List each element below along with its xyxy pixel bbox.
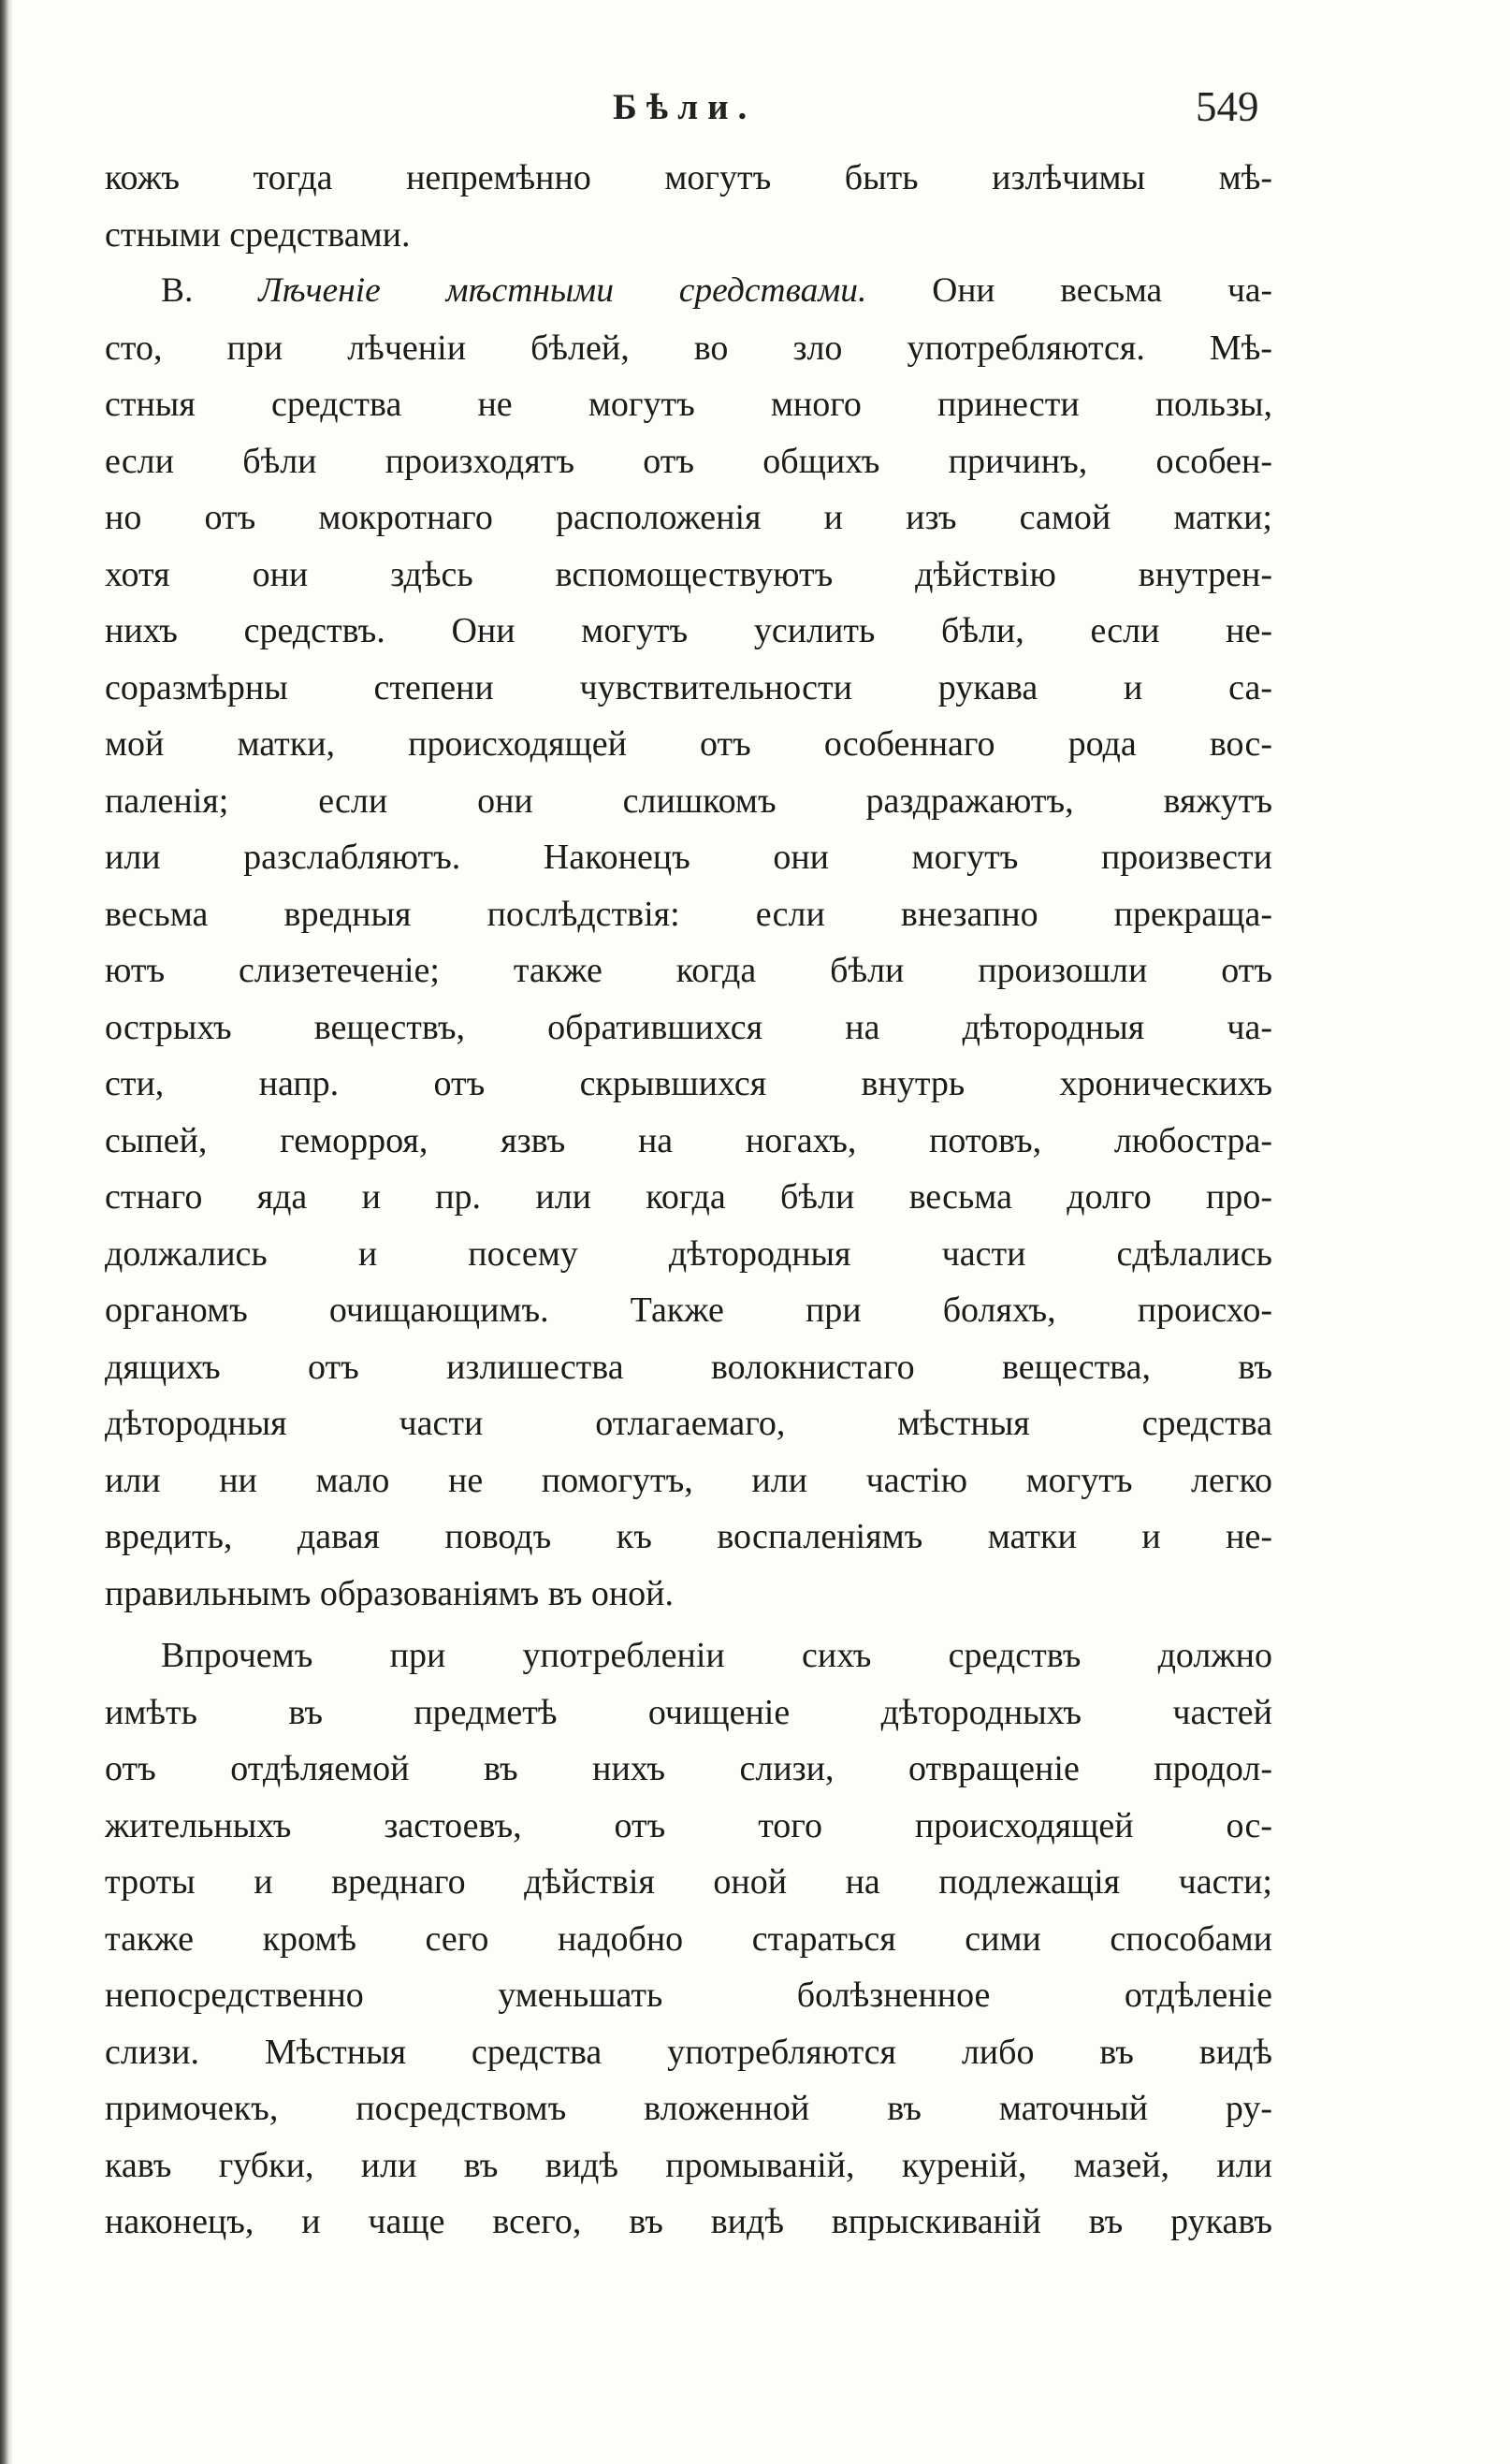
text-line: острыхъ веществъ, обратившихся на дѣтородныя ча-	[105, 1007, 1272, 1047]
text-line: дящихъ отъ излишества волокнистаго вещества, въ	[105, 1347, 1272, 1387]
text-line: должались и посему дѣтородныя части сдѣлались	[105, 1233, 1272, 1274]
text-line: паленія; если они слишкомъ раздражаютъ, вяжутъ	[105, 780, 1272, 821]
text-line: весьма вредныя послѣдствія: если внезапно прекраща-	[105, 894, 1272, 934]
text-line: нихъ средствъ. Они могутъ усилить бѣли, если не-	[105, 611, 1272, 650]
text-line: также кромѣ сего надобно стараться сими способами	[105, 1918, 1272, 1959]
text-line: примочекъ, посредствомъ вложенной въ маточный ру-	[105, 2089, 1272, 2128]
page-binding-edge	[0, 0, 13, 2464]
text-line: вредить, давая поводъ къ воспаленіямъ матки и не-	[105, 1517, 1272, 1556]
section-heading-line	[105, 263, 1272, 320]
text-line: сыпей, геморроя, язвъ на ногахъ, потовъ, любостра-	[105, 1120, 1272, 1160]
text-line: сто, при лѣченіи бѣлей, во зло употребляются. Мѣ-	[105, 328, 1272, 368]
text-line: дѣтородныя части отлагаемаго, мѣстныя средства	[105, 1404, 1272, 1443]
text-line: Впрочемъ при употребленіи сихъ средствъ должно	[161, 1636, 1272, 1675]
body-text	[105, 150, 1272, 2251]
text-span: Они весьма ча-	[932, 271, 1272, 310]
section-label: В.	[161, 271, 194, 310]
text-line: кавъ губки, или въ видѣ промываній, куреній, мазей, или	[105, 2145, 1272, 2185]
page-number: 549	[1196, 83, 1259, 130]
section-heading: Лѣченіе мѣстными средствами.	[258, 271, 867, 310]
text-line: жительныхъ застоевъ, отъ того происходящей ос-	[105, 1805, 1272, 1845]
text-line: хотя они здѣсь вспомоществуютъ дѣйствію внутрен-	[105, 554, 1272, 594]
text-line: имѣть въ предметѣ очищеніе дѣтородныхъ частей	[105, 1692, 1272, 1732]
text-line: органомъ очищающимъ. Также при боляхъ, происхо-	[105, 1290, 1272, 1330]
text-line: троты и вреднаго дѣйствія оной на подлежащія части;	[105, 1862, 1272, 1902]
text-line: непосредственно уменьшать болѣзненное отдѣленіе	[105, 1976, 1272, 2015]
text-line: слизи. Мѣстныя средства употребляются либо въ видѣ	[105, 2032, 1272, 2072]
text-line: стными средствами.	[105, 214, 411, 255]
text-line: кожъ тогда непремѣнно могутъ быть излѣчимы мѣ-	[105, 158, 1272, 197]
text-line: или ни мало не помогутъ, или частію могутъ легко	[105, 1460, 1272, 1500]
text-line: мой матки, происходящей отъ особеннаго рода вос-	[105, 724, 1272, 764]
text-line: если бѣли произходятъ отъ общихъ причинъ, особен-	[105, 441, 1272, 481]
text-line: наконецъ, и чаще всего, въ видѣ впрыскиваній въ рукавъ	[105, 2202, 1272, 2241]
text-line: отъ отдѣляемой въ нихъ слизи, отвращеніе продол-	[105, 1749, 1272, 1788]
text-line: стныя средства не могутъ много принести пользы,	[105, 385, 1272, 424]
text-line: соразмѣрны степени чувствительности рукава и са-	[105, 667, 1272, 707]
text-line: но отъ мокротнаго расположенія и изъ самой матки;	[105, 498, 1272, 537]
text-line: стнаго яда и пр. или когда бѣли весьма долго про-	[105, 1177, 1272, 1217]
text-line: ютъ слизетеченіе; также когда бѣли произошли отъ	[105, 951, 1272, 990]
text-line: сти, напр. отъ скрывшихся внутрь хроническихъ	[105, 1064, 1272, 1103]
text-line: правильнымъ образованіямъ въ оной.	[105, 1573, 675, 1613]
text-line: или разслабляютъ. Наконецъ они могутъ произвести	[105, 838, 1272, 877]
running-title: Бѣли.	[613, 87, 757, 127]
